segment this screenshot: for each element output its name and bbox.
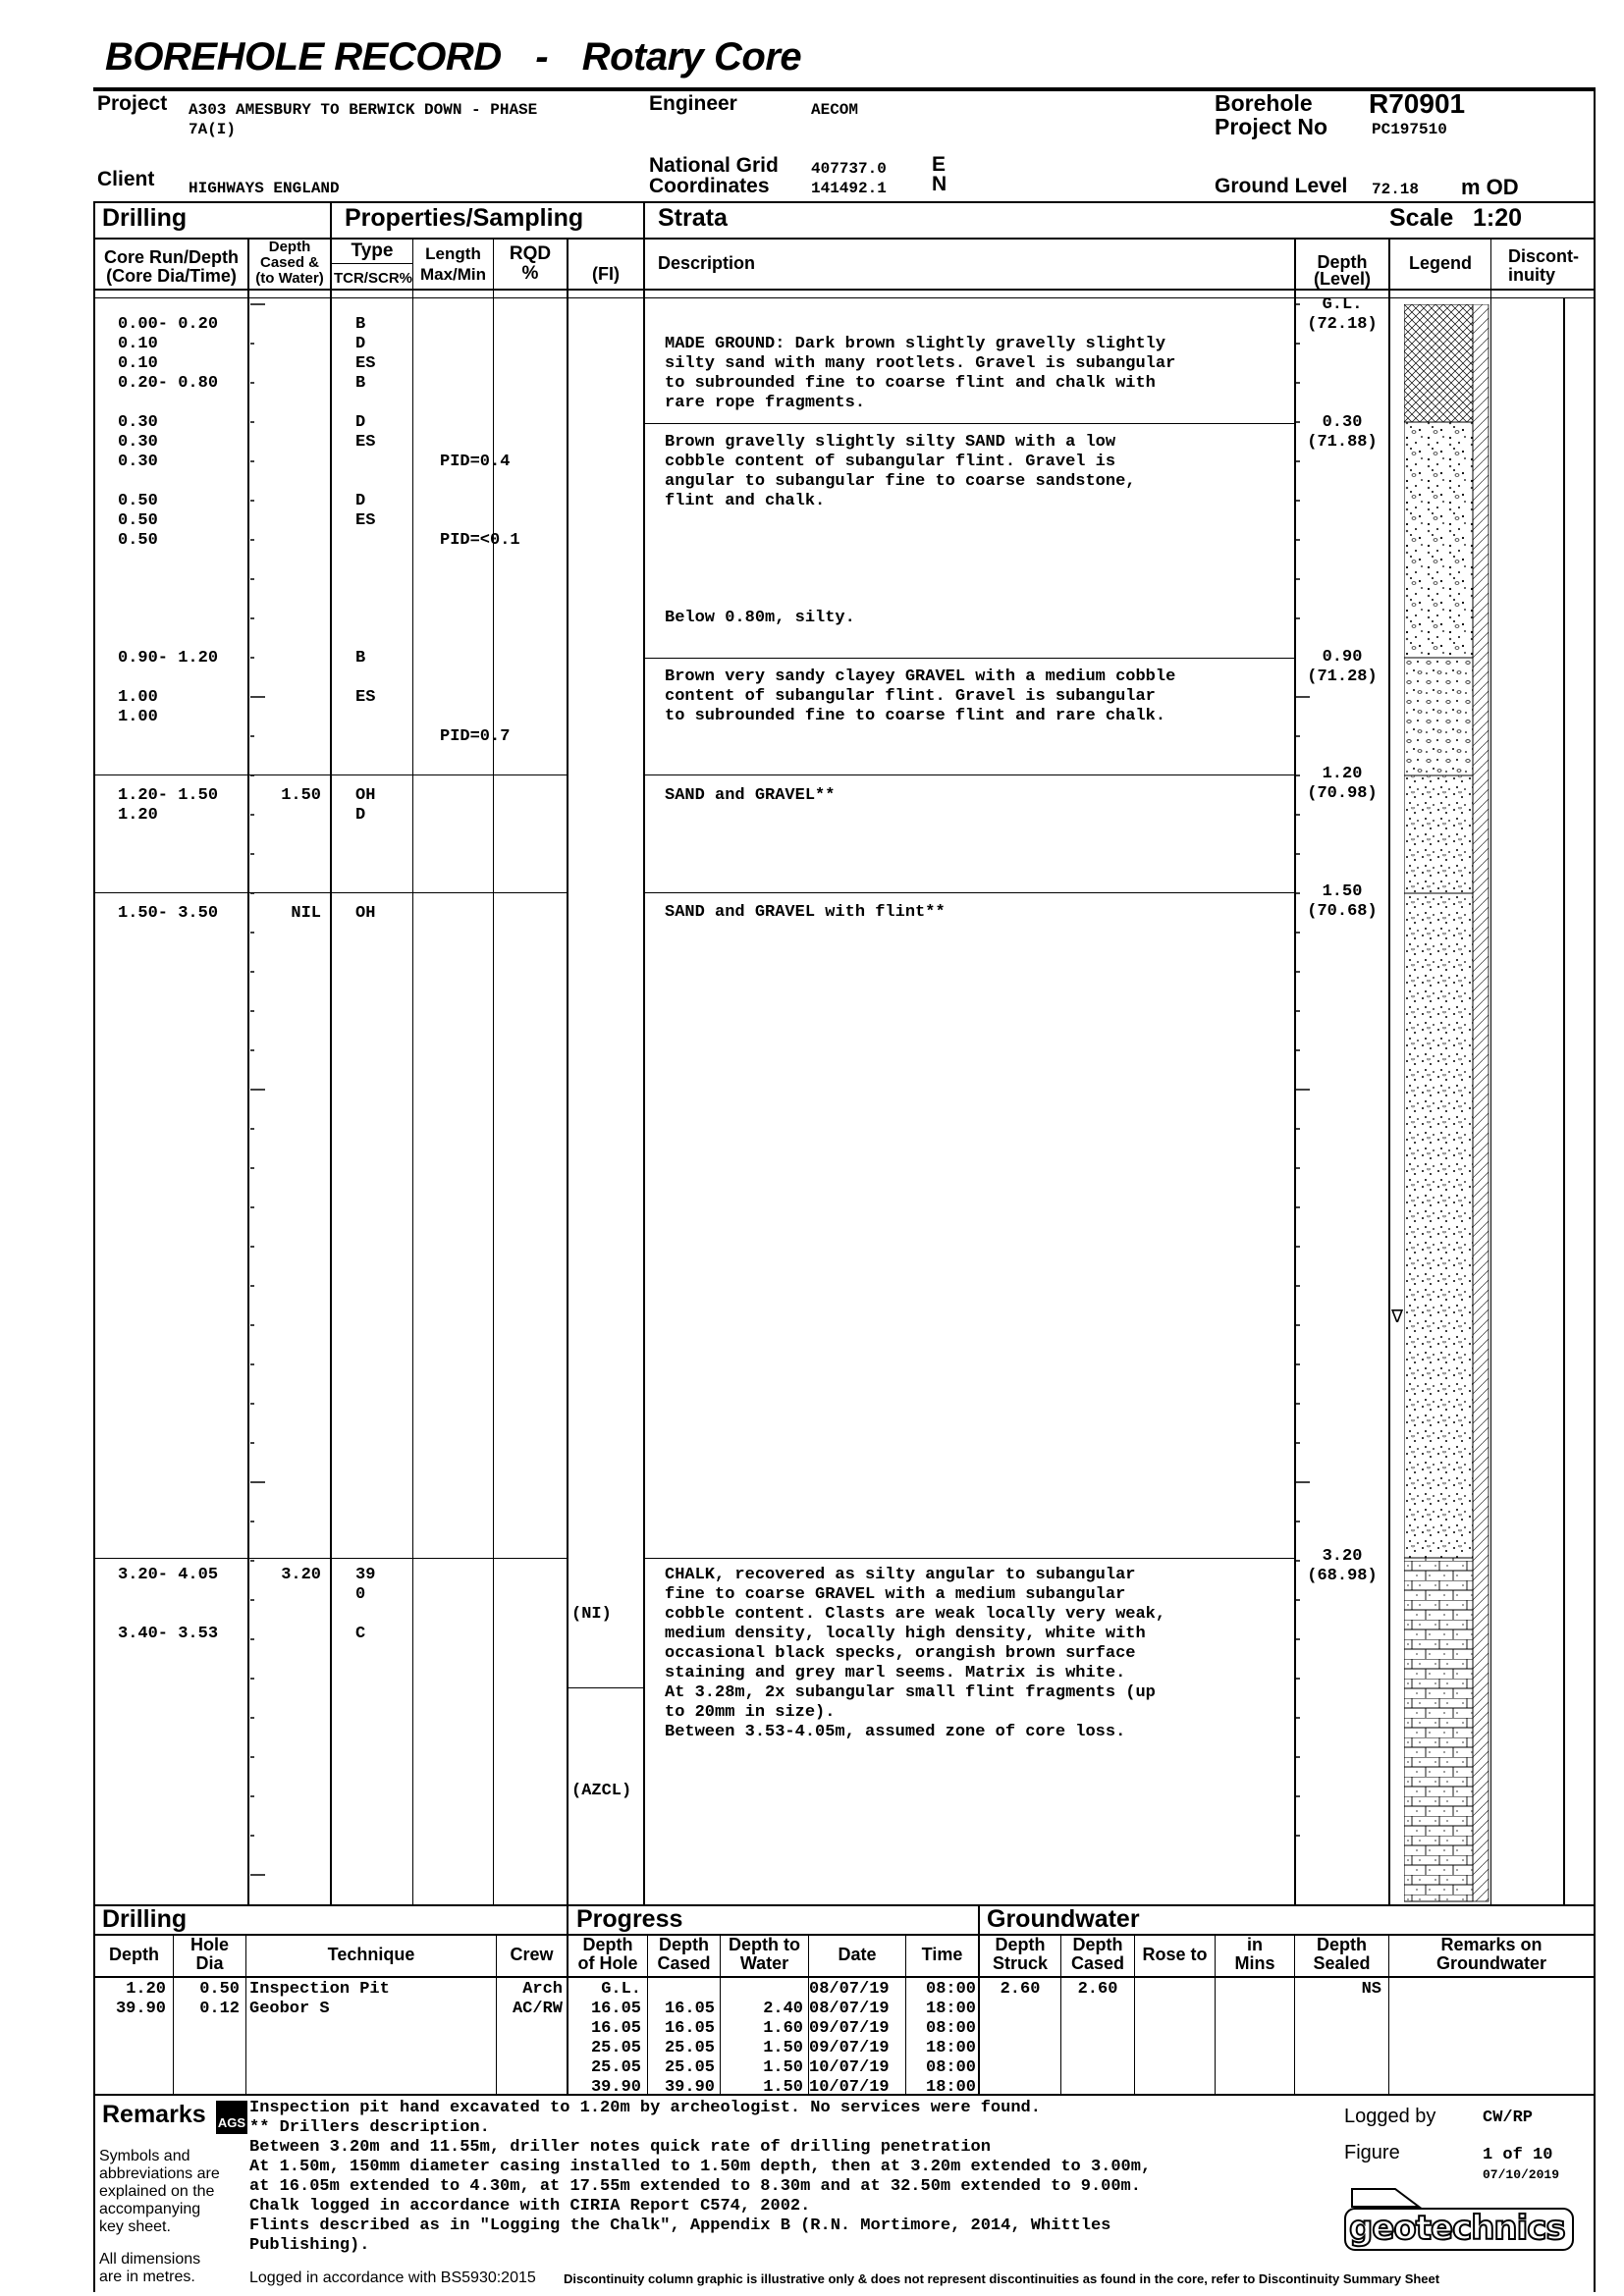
type-values-3: 39 0 C <box>355 1566 376 1643</box>
stratum-2-description: Brown gravelly slightly silty SAND with a low cobble content of subangular flint. Gravel is angular to subangular fine to coarse sandstone, flint and chalk. <box>665 433 1136 510</box>
b-hdr-depth-cased: Depth Cased <box>657 1935 711 1973</box>
strata-depth-5: 3.20 (68.98) <box>1307 1547 1378 1585</box>
section-strata: Strata <box>658 204 728 232</box>
strata-depth-0: G.L. (72.18) <box>1307 295 1378 334</box>
col-legend: Legend <box>1408 253 1472 273</box>
right-border <box>1594 87 1596 2292</box>
b-hdr-date: Date <box>838 1945 877 1964</box>
b-hdr-depth-struck: Depth Struck <box>992 1935 1049 1973</box>
b-hdr-depth-sealed: Depth Sealed <box>1313 1935 1371 1973</box>
ground-level-label: Ground Level <box>1215 175 1348 197</box>
b-hdr-gw-cased: Depth Cased <box>1070 1935 1125 1973</box>
gw-struck-value: 2.60 <box>1000 1980 1041 1999</box>
gw-sealed-value: NS <box>1361 1980 1381 1999</box>
project-value: A303 AMESBURY TO BERWICK DOWN - PHASE 7A(I) <box>189 101 538 138</box>
bottom-drilling-label: Drilling <box>102 1905 188 1933</box>
prog-depth-water-values: 2.40 1.60 1.50 1.50 1.50 <box>763 2000 803 2097</box>
type-values-2: OH D OH <box>355 786 376 923</box>
prog-time-values: 08:00 18:00 08:00 18:00 08:00 18:00 <box>926 1980 977 2097</box>
type-underline <box>332 263 412 264</box>
dimensions-note: All dimensions are in metres. <box>99 2251 201 2285</box>
colhdr-rule <box>93 289 1596 291</box>
subtitle-text: Rotary Core <box>581 35 802 79</box>
b-hdr-depth-hole: Depth of Hole <box>577 1935 638 1973</box>
section-drilling: Drilling <box>102 204 188 232</box>
drill-dia-values: 0.50 0.12 <box>199 1980 240 2018</box>
engineer-value: AECOM <box>811 101 859 119</box>
col-discontinuity: Discont- inuity <box>1508 246 1579 285</box>
drill-technique-values: Inspection Pit Geobor S <box>249 1980 390 2018</box>
section-properties: Properties/Sampling <box>345 204 584 232</box>
col-description: Description <box>658 253 756 273</box>
ground-level-unit: m OD <box>1461 175 1519 199</box>
pid-values: PID=0.4 PID=<0.1 PID=0.7 <box>440 453 520 746</box>
b-hdr-technique: Technique <box>327 1945 415 1964</box>
document-title <box>105 35 801 80</box>
figure-label: Figure <box>1344 2142 1400 2163</box>
stratum-2b-description: Below 0.80m, silty. <box>665 609 855 627</box>
borehole-value: R70901 <box>1369 88 1466 119</box>
b-hdr-in-mins: in Mins <box>1234 1935 1275 1973</box>
grid-axes: E N <box>932 153 947 195</box>
gw-cased-value: 2.60 <box>1077 1980 1118 1999</box>
left-border <box>93 201 95 2292</box>
scale-value: 1:20 <box>1473 204 1523 232</box>
project-label: Project <box>97 92 168 115</box>
inner-right-border <box>1563 297 1565 1904</box>
figure-value: 1 of 10 <box>1483 2146 1553 2164</box>
b-hdr-remarks-gw: Remarks on Groundwater <box>1435 1935 1546 1973</box>
strata-depth-3: 1.20 (70.98) <box>1307 765 1378 803</box>
main-top-rule <box>93 201 1596 203</box>
ags-badge-text: AGS <box>217 2115 246 2130</box>
logged-by-label: Logged by <box>1344 2106 1436 2127</box>
col-depth-level: Depth (Level) <box>1313 252 1372 289</box>
depth-cased-values: 1.50 NIL <box>281 786 321 923</box>
logo-text: geotechnics <box>1349 2209 1565 2248</box>
projectno-value: PC197510 <box>1372 121 1447 138</box>
drill-depth-values: 1.20 39.90 <box>115 1980 166 2018</box>
drill-crew-values: Arch AC/RW <box>512 1980 563 2018</box>
stratum-5-description: SAND and GRAVEL with flint** <box>665 903 946 922</box>
depth-tick-marks <box>245 294 1326 1904</box>
logged-bs-note: Logged in accordance with BS5930:2015 <box>249 2269 536 2286</box>
disclaimer-note: Discontinuity column graphic is illustrative only & does not represent discontinuities as found in the core, refer to Discontinuity Summary Sheet <box>564 2271 1440 2286</box>
title-dash: - <box>535 35 549 79</box>
stratum-1-description: MADE GROUND: Dark brown slightly gravelly slightly silty sand with many rootlets. Gravel is subangular to subrounded fine to coarse flint and chalk with rare rope fragments. <box>665 335 1176 412</box>
prog-date-values: 08/07/19 08/07/19 09/07/19 09/07/19 10/07/19 10/07/19 <box>809 1980 890 2097</box>
remarks-label: Remarks <box>102 2101 206 2128</box>
remarks-text: Inspection pit hand excavated to 1.20m by archeologist. No services were found. ** Drillers description. Between 3.20m and 11.55m, driller notes quick rate of drilling penetration At 1.50m, 150mm diameter casing installed to 1.50m depth, then at 3.20m extended to 3.00m, at 16.05m extended to 4.30m, at 17.55m extended to 8.30m and at 32.50m extended to 9.00m. Chalk logged in accordance with CIRIA Report C574, 2002. Flints described as in "Logging the Chalk", Appendix B (R.N. Mortimore, 2014, Whittles Publishing). <box>249 2099 1152 2255</box>
core-run-values: 0.00- 0.20 0.10 0.10 0.20- 0.80 0.30 0.30 0.30 0.50 0.50 0.50 0.90- 1.20 1.00 1.00 1.20- 1.50 1.20 1.50- 3.50 <box>118 315 219 923</box>
ground-level-value: 72.18 <box>1372 181 1420 198</box>
client-value: HIGHWAYS ENGLAND <box>189 180 340 197</box>
col-type: Type <box>351 240 394 261</box>
strata-depth-4: 1.50 (70.68) <box>1307 882 1378 921</box>
legend-graphic <box>1404 304 1492 1904</box>
col-fi: (FI) <box>592 264 620 284</box>
figure-date: 07/10/2019 <box>1483 2167 1560 2182</box>
col-rqd: RQD % <box>509 243 552 284</box>
engineer-label: Engineer <box>649 92 737 115</box>
projectno-label: Project No <box>1215 114 1328 139</box>
logged-by-value: CW/RP <box>1483 2109 1534 2127</box>
main-bottom-rule <box>93 1904 1596 1906</box>
b-hdr-depth-water: Depth to Water <box>729 1935 800 1973</box>
grid-values: 407737.0 141492.1 <box>811 160 887 197</box>
ags-badge <box>216 2101 247 2134</box>
strata-depth-2: 0.90 (71.28) <box>1307 648 1378 686</box>
fi-values: (NI) (AZCL) <box>571 1605 632 1800</box>
prog-depth-hole-values: G.L. 16.05 16.05 25.05 25.05 39.90 <box>590 1980 641 2097</box>
type-values: B D ES B D ES D ES B ES <box>355 315 376 707</box>
prog-depth-cased-values: 16.05 16.05 25.05 25.05 39.90 <box>664 2000 715 2097</box>
bottom-progress-label: Progress <box>576 1905 683 1933</box>
col-div-8 <box>1388 238 1390 1904</box>
col-core-run: Core Run/Depth (Core Dia/Time) <box>104 247 239 286</box>
strata-depth-1: 0.30 (71.88) <box>1307 413 1378 452</box>
borehole-label: Borehole <box>1215 90 1313 116</box>
bottom-colhdr-rule <box>93 1976 1596 1978</box>
stratum-6-description: CHALK, recovered as silty angular to subangular fine to coarse GRAVEL with a medium subangular cobble content. Clasts are weak locally very weak, medium density, locally high density, white with occasional black specks, orangish brown surface staining and grey marl seems. Matrix is white. At 3.28m, 2x subangular small flint fragments (up to 20mm in size). Between 3.53-4.05m, assumed zone of core loss. <box>665 1566 1166 1741</box>
depth-cased-values-2: 3.20 <box>281 1566 321 1584</box>
stratum-4-description: SAND and GRAVEL** <box>665 786 836 805</box>
b-hdr-time: Time <box>921 1945 963 1964</box>
water-strike-icon: ∇ <box>1391 1307 1404 1327</box>
col-depth-cased: Depth Cased & (to Water) <box>255 239 324 287</box>
b-hdr-crew: Crew <box>510 1945 554 1964</box>
b-hdr-hole-dia: Hole Dia <box>189 1935 229 1973</box>
bottom-groundwater-label: Groundwater <box>987 1905 1140 1933</box>
stratum-3-description: Brown very sandy clayey GRAVEL with a medium cobble content of subangular flint. Gravel is subangular to subrounded fine to coarse flint and rare chalk. <box>665 667 1176 725</box>
b-hdr-depth: Depth <box>109 1945 159 1964</box>
scale-label: Scale <box>1389 204 1454 232</box>
core-run-values-2: 3.20- 4.05 3.40- 3.53 <box>118 1566 219 1643</box>
symbols-note: Symbols and abbreviations are explained on the accompanying key sheet. <box>99 2148 220 2235</box>
client-label: Client <box>97 168 155 190</box>
title-text: BOREHOLE RECORD <box>105 35 502 79</box>
col-length: Length Max/Min <box>419 244 487 284</box>
b-hdr-rose-to: Rose to <box>1142 1945 1208 1964</box>
col-type-sub: TCR/SCR% <box>333 270 412 287</box>
grid-label: National Grid Coordinates <box>649 154 779 197</box>
